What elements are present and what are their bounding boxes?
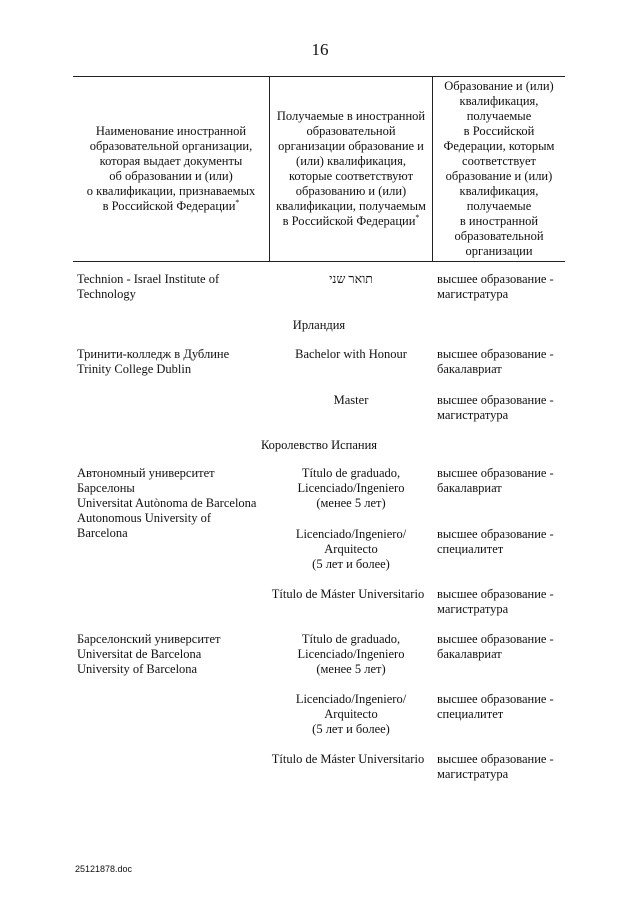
org-name: [73, 752, 269, 782]
org-name: [73, 692, 269, 737]
header-col-foreign-qualification-text: Получаемые в иностранной образовательной организации образование и (или) квалификация, которые соответствуют образованию и (или) квалификации, получаемым в Российской Федерации: [276, 109, 426, 228]
russian-qualification: высшее образование - магистратура: [437, 752, 554, 781]
russian-qualification: высшее образование - специалитет: [437, 692, 554, 721]
foreign-qualification: Título de graduado, Licenciado/Ingeniero (менее 5 лет): [297, 466, 405, 510]
header-col-russian-qualification-text: Образование и (или) квалификация, получаемые в Российской Федерации, которым соответствует образование и (или) квалификация, получаемые в иностранной образовательной организации: [443, 79, 555, 258]
table-row: [73, 752, 565, 782]
table-row: [73, 692, 565, 737]
org-name: Автономный университет Барселоны Universitat Autònoma de Barcelona Autonomous University of Barcelona: [77, 466, 257, 540]
header-col-foreign-qualification: [269, 77, 433, 261]
table-row: [73, 527, 565, 572]
foreign-qualification: Licenciado/Ingeniero/ Arquitecto (5 лет и более): [295, 692, 407, 736]
header-col-organization-text: Наименование иностранной образовательной организации, которая выдает документы об образовании и (или) о квалификации, признаваемых в Российской Федерации: [86, 124, 256, 213]
russian-qualification: высшее образование - магистратура: [437, 393, 554, 422]
table-row: [73, 347, 565, 377]
russian-qualification: высшее образование - магистратура: [437, 587, 554, 616]
org-name: Technion - Israel Institute of Technology: [77, 272, 220, 301]
org-name: [73, 587, 269, 617]
russian-qualification: высшее образование - бакалавриат: [437, 466, 554, 495]
russian-qualification: высшее образование - магистратура: [437, 272, 554, 301]
table-row: [73, 632, 565, 677]
page-number: 16: [311, 40, 329, 59]
foreign-qualification: Título de graduado, Licenciado/Ingeniero (менее 5 лет): [297, 632, 405, 676]
foreign-qualification: Bachelor with Honour: [295, 347, 407, 361]
russian-qualification: высшее образование - бакалавриат: [437, 632, 554, 661]
foreign-qualification: תואר שני: [329, 272, 373, 286]
foreign-qualification: Título de Máster Universitario: [271, 587, 425, 601]
table-row: [73, 587, 565, 617]
org-name: [73, 527, 269, 572]
country-heading: Королевство Испания: [260, 438, 378, 452]
header-col-russian-qualification: [433, 77, 565, 261]
russian-qualification: высшее образование - специалитет: [437, 527, 554, 556]
header-col-organization: [73, 77, 269, 261]
org-name: Барселонский университет Universitat de Barcelona University of Barcelona: [77, 632, 221, 676]
foreign-qualification: Licenciado/Ingeniero/ Arquitecto (5 лет и более): [295, 527, 407, 571]
footnote-mark: *: [235, 197, 240, 207]
table-header: [73, 76, 565, 262]
foreign-qualification: Título de Máster Universitario: [271, 752, 425, 766]
russian-qualification: высшее образование - бакалавриат: [437, 347, 554, 376]
footnote-mark: *: [415, 212, 420, 222]
org-name: [73, 393, 269, 423]
table-row: [73, 272, 565, 302]
org-name: Тринити-колледж в Дублине Trinity College Dublin: [77, 347, 230, 376]
table-row: [73, 393, 565, 423]
country-heading: Ирландия: [292, 318, 346, 332]
document-filename: 25121878.doc: [75, 864, 133, 874]
foreign-qualification: Master: [333, 393, 369, 407]
